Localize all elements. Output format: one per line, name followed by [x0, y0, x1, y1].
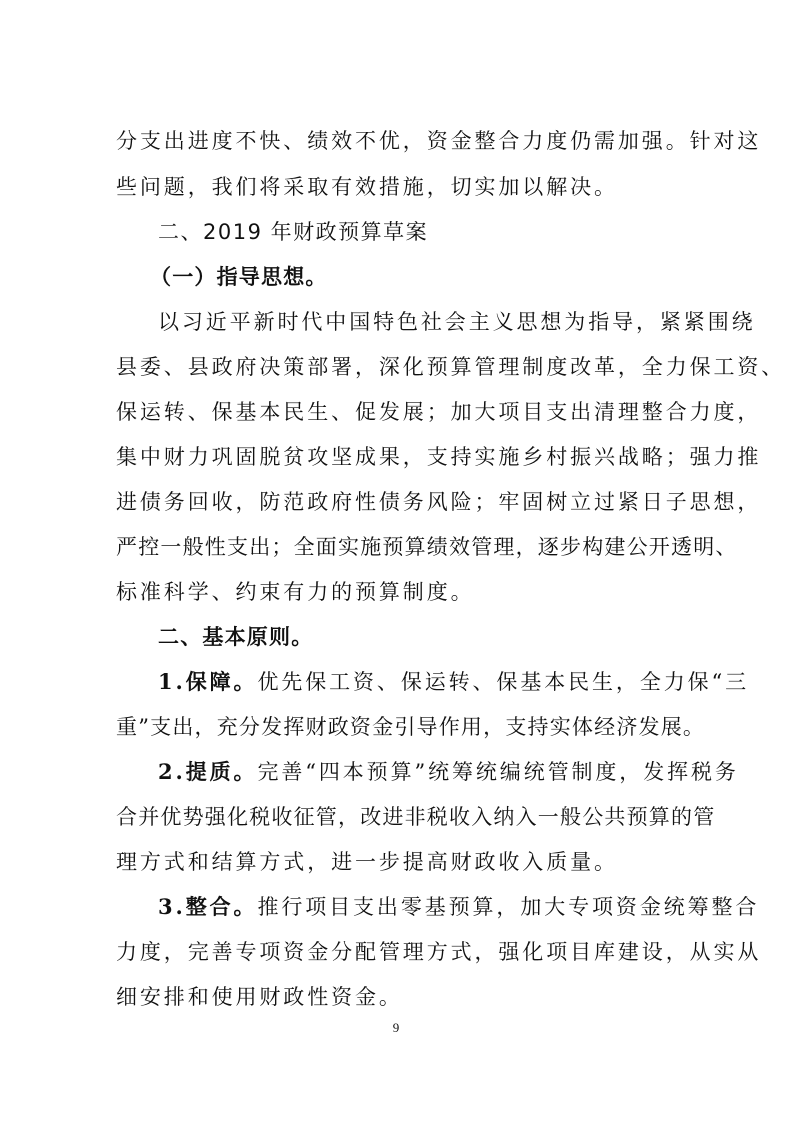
- body-text-line: 集中财力巩固脱贫攻坚成果，支持实施乡村振兴战略；强力推: [116, 445, 762, 469]
- principle-text: 完善“四本预算”统筹统编统管制度，发挥税务: [257, 760, 739, 784]
- body-text-line: 分支出进度不快、绩效不优，资金整合力度仍需加强。针对这: [116, 129, 762, 153]
- section-heading: 二、2019 年财政预算草案: [158, 220, 429, 244]
- body-text-line: 重”支出，充分发挥财政资金引导作用，支持实体经济发展。: [116, 715, 706, 739]
- principle-label: 2.提质。: [158, 759, 258, 784]
- body-text-line: 保运转、保基本民生、促发展；加大项目支出清理整合力度，: [116, 400, 762, 424]
- principle-label: 1.保障。: [158, 669, 258, 694]
- body-text-line: 力度，完善专项资金分配管理方式，强化项目库建设，从实从: [116, 940, 762, 964]
- body-text-line: 以习近平新时代中国特色社会主义思想为指导，紧紧围绕: [158, 310, 756, 334]
- body-text-line: 些问题，我们将采取有效措施，切实加以解决。: [116, 175, 618, 199]
- body-text-line: 严控一般性支出；全面实施预算绩效管理，逐步构建公开透明、: [116, 535, 738, 559]
- body-text-line: 细安排和使用财政性资金。: [116, 985, 403, 1009]
- principle-text: 优先保工资、保运转、保基本民生，全力保“三: [257, 670, 750, 694]
- principle-paragraph: [158, 893, 760, 921]
- subsection-heading: 二、基本原则。: [158, 624, 314, 649]
- subsection-heading: （一）指导思想。: [150, 264, 328, 289]
- principle-paragraph: [158, 668, 750, 696]
- body-text-line: 合并优势强化税收征管，改进非税收入纳入一般公共预算的管: [116, 805, 716, 829]
- body-text-line: 标准科学、约束有力的预算制度。: [116, 580, 475, 604]
- page-number: 9: [392, 1020, 400, 1035]
- principle-label: 3.整合。: [158, 894, 258, 919]
- body-text-line: 县委、县政府决策部署，深化预算管理制度改革，全力保工资、: [116, 355, 786, 379]
- principle-paragraph: [158, 758, 739, 786]
- body-text-line: 理方式和结算方式，进一步提高财政收入质量。: [116, 850, 618, 874]
- principle-text: 推行项目支出零基预算，加大专项资金统筹整合: [257, 895, 760, 919]
- body-text-line: 进债务回收，防范政府性债务风险；牢固树立过紧日子思想，: [116, 490, 762, 514]
